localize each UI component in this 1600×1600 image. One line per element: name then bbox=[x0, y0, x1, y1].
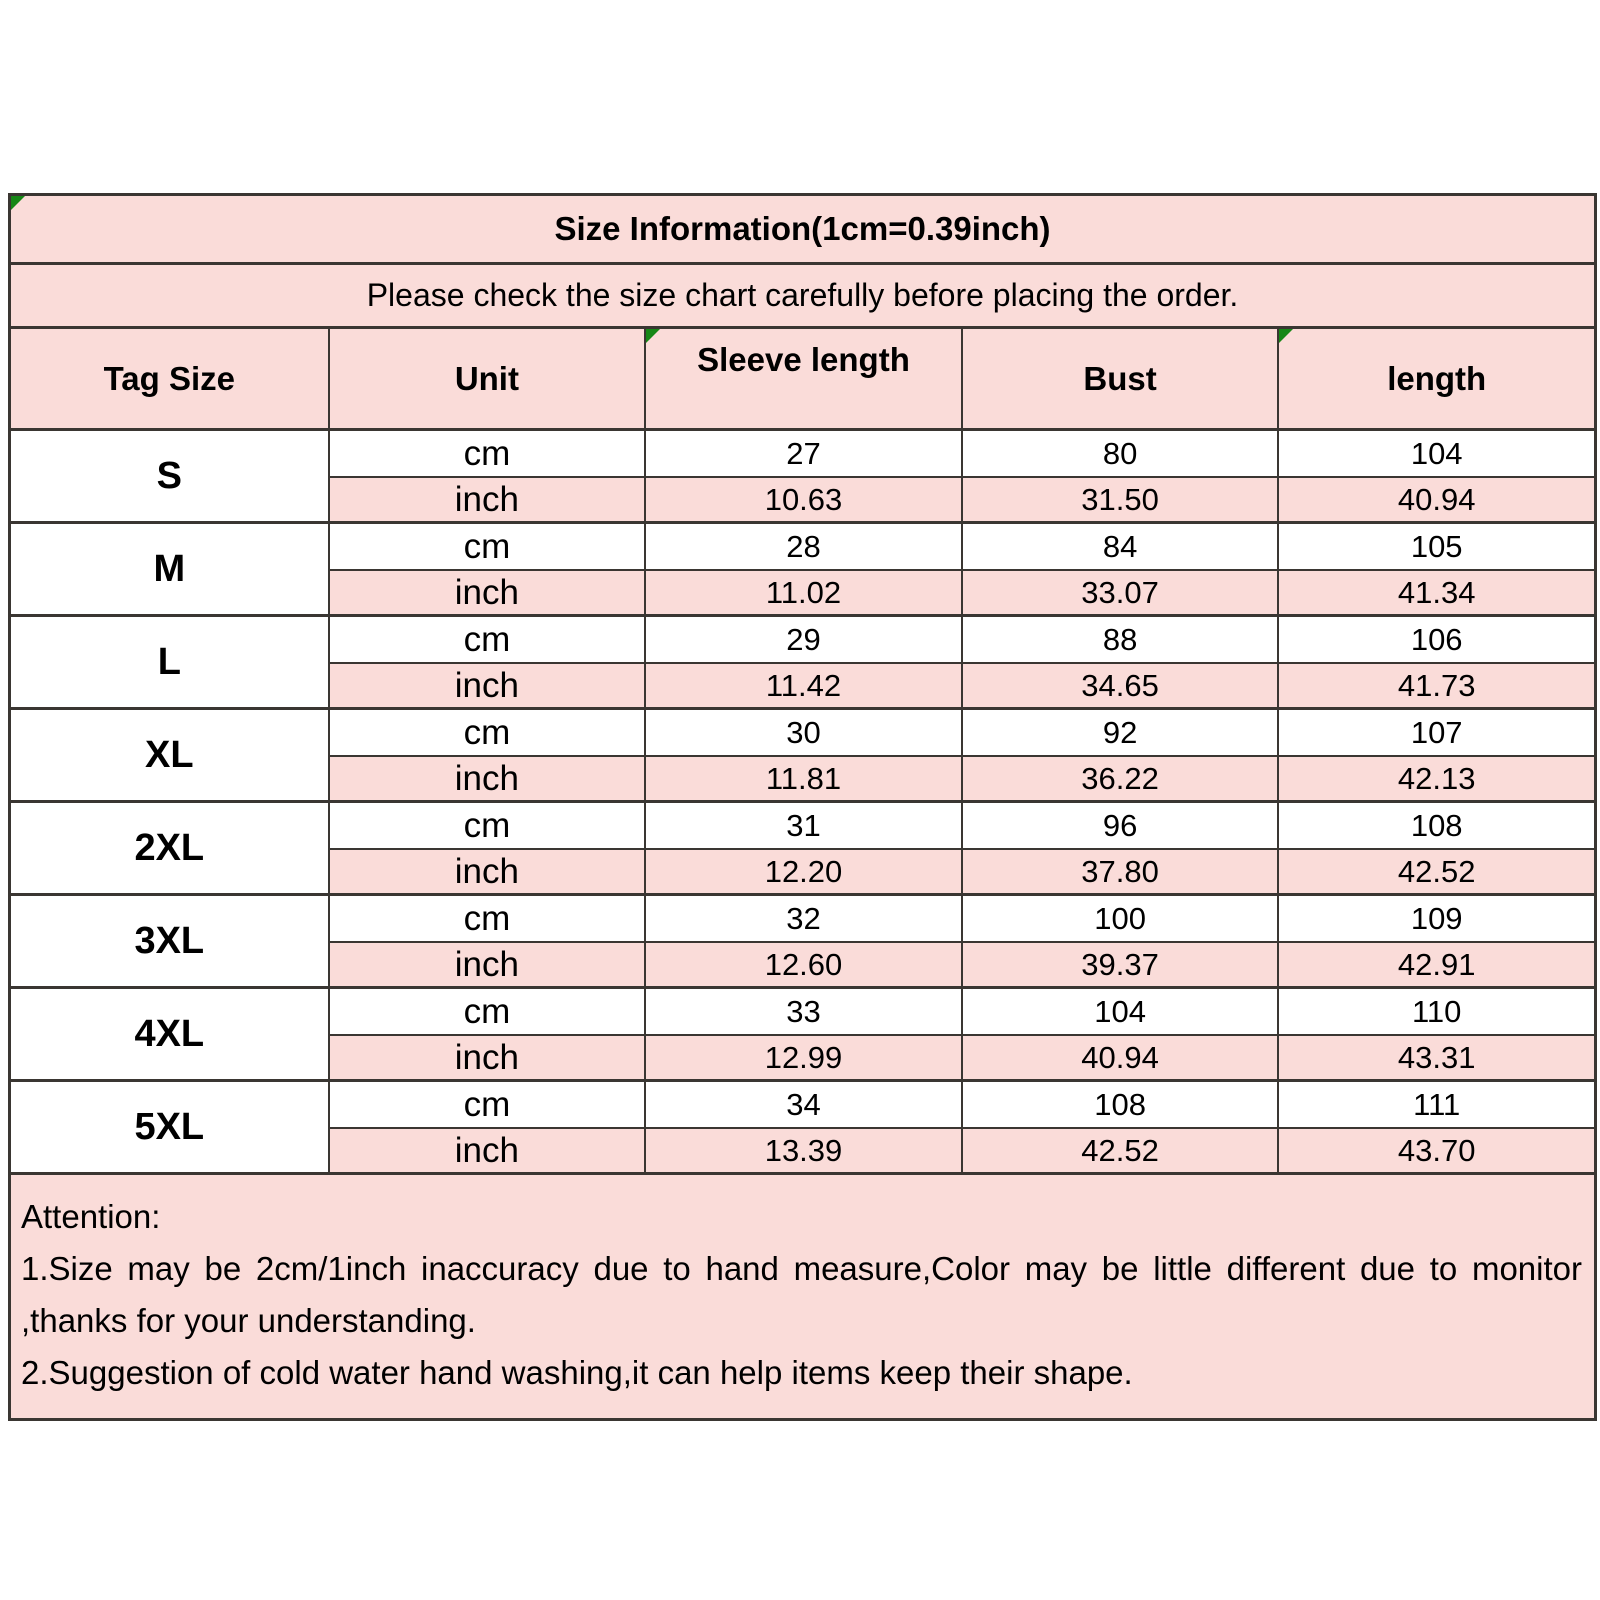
table-subtitle-row bbox=[11, 262, 1594, 326]
unit-cell: inch bbox=[328, 569, 645, 614]
length-inch-cell: 43.70 bbox=[1277, 1127, 1594, 1172]
length-inch-cell: 42.13 bbox=[1277, 755, 1594, 800]
bust-cm-cell: 104 bbox=[961, 989, 1278, 1034]
bust-inch-cell: 31.50 bbox=[961, 476, 1278, 521]
size-label: XL bbox=[11, 710, 328, 800]
unit-cell: inch bbox=[328, 1127, 645, 1172]
size-label: 3XL bbox=[11, 896, 328, 986]
unit-cell: inch bbox=[328, 1034, 645, 1079]
size-label: 2XL bbox=[11, 803, 328, 893]
bust-inch-cell: 42.52 bbox=[961, 1127, 1278, 1172]
bust-inch-cell: 39.37 bbox=[961, 941, 1278, 986]
sleeve-inch-cell: 11.02 bbox=[644, 569, 961, 614]
size-row-group-3xl bbox=[11, 893, 1594, 986]
sleeve-cm-cell: 33 bbox=[644, 989, 961, 1034]
length-cm-cell: 104 bbox=[1277, 431, 1594, 476]
attention-note-block bbox=[11, 1172, 1594, 1418]
column-header-unit: Unit bbox=[328, 329, 645, 428]
bust-cm-cell: 96 bbox=[961, 803, 1278, 848]
sleeve-inch-cell: 10.63 bbox=[644, 476, 961, 521]
bust-inch-cell: 37.80 bbox=[961, 848, 1278, 893]
length-cm-cell: 107 bbox=[1277, 710, 1594, 755]
attention-heading: Attention: bbox=[21, 1198, 161, 1235]
column-header-tag-size: Tag Size bbox=[103, 359, 235, 397]
unit-cell: inch bbox=[328, 848, 645, 893]
unit-cell: cm bbox=[328, 617, 645, 662]
green-corner-marker-icon bbox=[1279, 329, 1293, 343]
sleeve-cm-cell: 29 bbox=[644, 617, 961, 662]
sleeve-cm-cell: 28 bbox=[644, 524, 961, 569]
unit-cell: cm bbox=[328, 989, 645, 1034]
bust-cm-cell: 100 bbox=[961, 896, 1278, 941]
sleeve-cm-cell: 30 bbox=[644, 710, 961, 755]
bust-cm-cell: 108 bbox=[961, 1082, 1278, 1127]
attention-note-1: 1.Size may be 2cm/1inch inaccuracy due to hand measure,Color may be little different due to monitor ,thanks for your understanding. bbox=[21, 1250, 1582, 1340]
sleeve-cm-cell: 27 bbox=[644, 431, 961, 476]
length-cm-cell: 110 bbox=[1277, 989, 1594, 1034]
table-title: Size Information(1cm=0.39inch) bbox=[554, 210, 1051, 247]
length-cm-cell: 108 bbox=[1277, 803, 1594, 848]
length-cm-cell: 105 bbox=[1277, 524, 1594, 569]
length-cm-cell: 106 bbox=[1277, 617, 1594, 662]
size-row-group-2xl bbox=[11, 800, 1594, 893]
size-row-group-xl bbox=[11, 707, 1594, 800]
size-row-group-5xl bbox=[11, 1079, 1594, 1172]
attention-note-2: 2.Suggestion of cold water hand washing,it can help items keep their shape. bbox=[21, 1354, 1133, 1392]
length-inch-cell: 42.52 bbox=[1277, 848, 1594, 893]
sleeve-cm-cell: 34 bbox=[644, 1082, 961, 1127]
column-header-bust: Bust bbox=[961, 329, 1278, 428]
unit-cell: cm bbox=[328, 524, 645, 569]
unit-cell: inch bbox=[328, 476, 645, 521]
sleeve-cm-cell: 32 bbox=[644, 896, 961, 941]
sleeve-inch-cell: 12.60 bbox=[644, 941, 961, 986]
sleeve-cm-cell: 31 bbox=[644, 803, 961, 848]
length-inch-cell: 43.31 bbox=[1277, 1034, 1594, 1079]
column-header-length: length bbox=[1277, 329, 1594, 428]
size-label: M bbox=[11, 524, 328, 614]
size-row-group-l bbox=[11, 614, 1594, 707]
size-label: L bbox=[11, 617, 328, 707]
length-cm-cell: 111 bbox=[1277, 1082, 1594, 1127]
table-header-row bbox=[11, 326, 1594, 428]
size-label: S bbox=[11, 431, 328, 521]
size-row-group-m bbox=[11, 521, 1594, 614]
size-row-group-s bbox=[11, 428, 1594, 521]
size-row-group-4xl bbox=[11, 986, 1594, 1079]
unit-cell: inch bbox=[328, 941, 645, 986]
table-subtitle: Please check the size chart carefully before placing the order. bbox=[366, 277, 1239, 313]
bust-inch-cell: 36.22 bbox=[961, 755, 1278, 800]
bust-cm-cell: 88 bbox=[961, 617, 1278, 662]
unit-cell: cm bbox=[328, 896, 645, 941]
size-label: 4XL bbox=[11, 989, 328, 1079]
length-inch-cell: 42.91 bbox=[1277, 941, 1594, 986]
length-inch-cell: 41.34 bbox=[1277, 569, 1594, 614]
unit-cell: inch bbox=[328, 662, 645, 707]
length-inch-cell: 41.73 bbox=[1277, 662, 1594, 707]
table-title-row bbox=[11, 196, 1594, 262]
unit-cell: cm bbox=[328, 431, 645, 476]
unit-cell: cm bbox=[328, 710, 645, 755]
sleeve-inch-cell: 12.99 bbox=[644, 1034, 961, 1079]
green-corner-marker-icon bbox=[11, 196, 25, 210]
bust-cm-cell: 80 bbox=[961, 431, 1278, 476]
bust-inch-cell: 34.65 bbox=[961, 662, 1278, 707]
green-corner-marker-icon bbox=[646, 329, 660, 343]
unit-cell: inch bbox=[328, 755, 645, 800]
sleeve-inch-cell: 11.81 bbox=[644, 755, 961, 800]
column-header-sleeve-length: Sleeve length bbox=[644, 329, 961, 428]
sleeve-inch-cell: 12.20 bbox=[644, 848, 961, 893]
unit-cell: cm bbox=[328, 803, 645, 848]
size-chart-table bbox=[8, 193, 1597, 1421]
size-label: 5XL bbox=[11, 1082, 328, 1172]
unit-cell: cm bbox=[328, 1082, 645, 1127]
length-cm-cell: 109 bbox=[1277, 896, 1594, 941]
bust-inch-cell: 40.94 bbox=[961, 1034, 1278, 1079]
bust-inch-cell: 33.07 bbox=[961, 569, 1278, 614]
length-inch-cell: 40.94 bbox=[1277, 476, 1594, 521]
sleeve-inch-cell: 13.39 bbox=[644, 1127, 961, 1172]
bust-cm-cell: 84 bbox=[961, 524, 1278, 569]
bust-cm-cell: 92 bbox=[961, 710, 1278, 755]
sleeve-inch-cell: 11.42 bbox=[644, 662, 961, 707]
